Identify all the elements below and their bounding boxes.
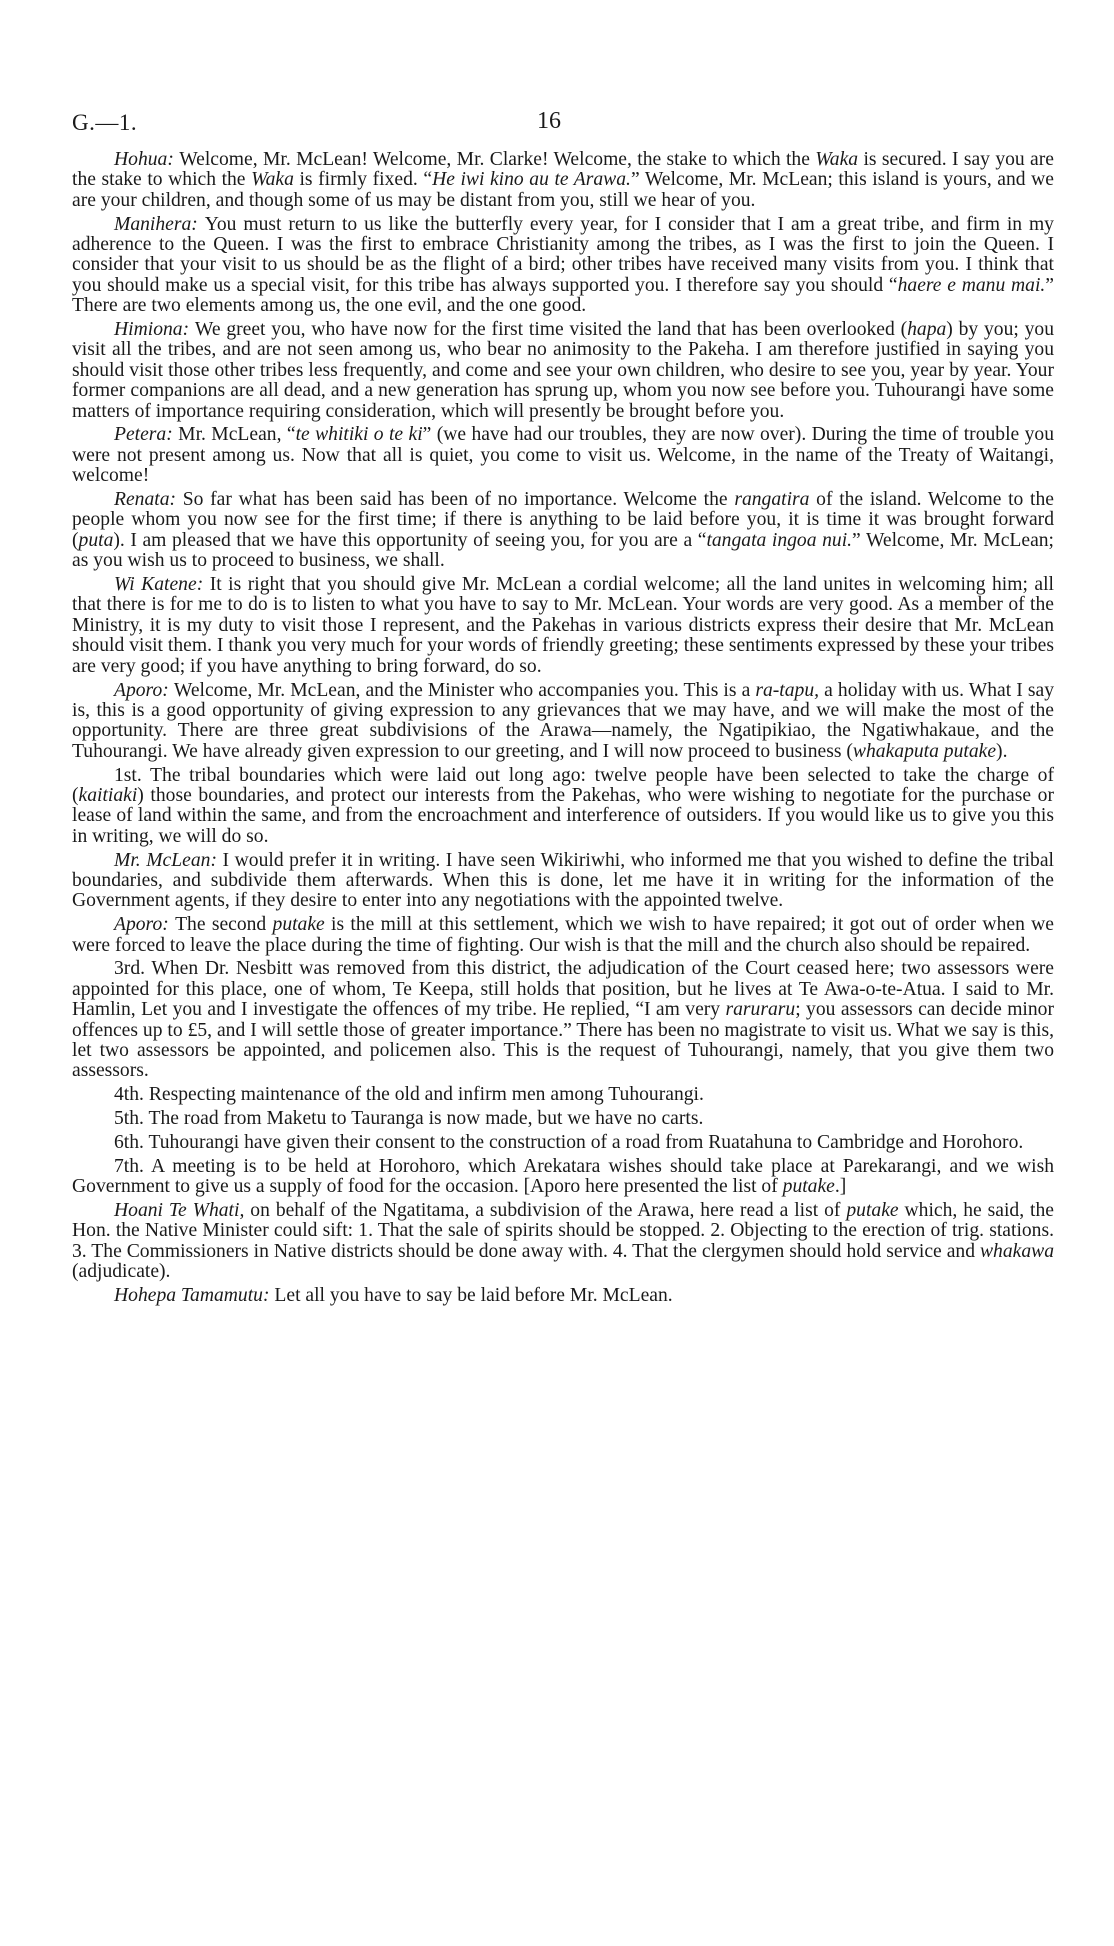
text-run: 7th. A meeting is to be held at Horohoro, which Arekatara wishes should take place at Parekarangi, and we wish Government to give us a supply of food for the occasion. [Aporo here presented the list of [72,1155,1054,1197]
text-run: is the mill at this settlement, which we wish to have repaired; it got out of order when we were forced to leave the place during the time of fighting. Our wish is that the mill and the church also should be repaired. [72,914,1055,956]
speaker-name: Hohepa Tamamutu [114,1284,263,1306]
text-run: .] [834,1175,847,1197]
text-run: of the island. Welcome to the people whom you now see for the first time; if there is anything to be laid before you, it is time it was brought forward ( [72,489,1054,551]
italic-term: Hoani Te Whati, [114,1199,245,1221]
italic-term: Waka [815,149,859,170]
paragraph: Renata: So far what has been said has been of no importance. Welcome the rangatira of the island. Welcome to the people whom you now see for the first time; if there is anything to be laid before you, it is time it was brought forward (puta). I am pleased that we have this opportunity of seeing you, for you are a “tangata ingoa nui.” Welcome, Mr. McLean; as you wish us to proceed to business, we shall. [72,489,1055,572]
text-run: ). [996,740,1008,762]
italic-term: putake [272,914,325,936]
paragraph: Manihera: You must return to us like the butterfly every year, for I consider that I am a great tribe, and firm in my adherence to the Queen. I was the first to embrace Christianity among the tribes, as I was the first to join the Queen. I consider that your visit to us should be as the flight of a bird; other tribes have received many visits from you. I think that you should make us a special visit, for this tribe has always supported you. I therefore say you should “haere e manu mai.” There are two elements among us, the one evil, and the one good. [72,213,1054,317]
text-run: 5th. The road from Maketu to Tauranga is now made, but we have no carts. [114,1107,704,1129]
page-number: 16 [537,108,561,134]
italic-term: whakawa [979,1240,1054,1262]
italic-term: haere e manu mai. [897,274,1046,296]
speaker-name: Renata [114,489,170,511]
italic-term: puta [78,529,114,551]
speaker-name: Aporo [114,914,163,936]
text-run: 6th. Tuhourangi have given their consent to the construction of a road from Ruatahuna to Cambridge and Horohoro. [114,1131,1024,1153]
text-run: 1st. The tribal boundaries which were laid out long ago: twelve people have been selected to take the charge of ( [72,764,1054,806]
italic-term: He iwi kino au te Arawa. [432,169,631,191]
paragraph: Petera: Mr. McLean, “te whitiki o te ki” (we have had our troubles, they are now over). During the time of trouble you were not present among us. Now that all is quiet, you come to visit us. Welcome, in the name of the Treaty of Waitangi, welcome! [72,424,1054,487]
italic-term: putake [846,1199,899,1221]
paragraph: Mr. McLean: I would prefer it in writing. I have seen Wikiriwhi, who informed me that you wished to define the tribal boundaries, and subdivide them afterwards. When this is done, let me have it in writing for the information of the Government agents, if they desire to enter into any negotiations with the appointed twelve. [72,849,1054,912]
paragraph [72,1201,1054,1283]
italic-term: ra-tapu, [755,679,820,701]
speaker-name: Aporo [114,679,163,701]
text-run: Mr. McLean, “ [178,424,296,446]
running-head [72,0,1054,150]
text-run: on behalf of the Ngatitama, a subdivision of the Arawa, here read a list of [244,1199,847,1221]
text-run: 4th. Respecting maintenance of the old and infirm men among Tuhourangi. [114,1084,704,1106]
document-body [72,150,1054,1306]
paragraph: Wi Katene: It is right that you should give Mr. McLean a cordial welcome; all the land unites in welcoming him; all that there is for me to do is to listen to what you have to say to Mr. McLean. Your words are very good. As a member of the Ministry, it is my duty to visit those I represent, and the Pakehas in various districts express their desire that Mr. McLean should visit them. I thank you very much for your words of friendly greeting; these sentiments expressed by these your tribes are very good; if you have anything to bring forward, do so. [72,574,1054,677]
paragraph: Hohepa Tamamutu: Let all you have to say be laid before Mr. McLean. [114,1284,673,1306]
text-run: You must return to us like the butterfly every year, for I consider that I am a great tribe, and firm in my adherence to the Queen. I was the first to embrace Christianity among the tribes, as I was the first to join the Queen. I consider that your visit to us should be as the flight of a bird; other tribes have received many visits from you. I think that you should make us a special visit, for this tribe has always supported you. I therefore say you should “ [72,213,1054,296]
paragraph [72,766,1054,848]
paragraph: Aporo: The second putake is the mill at this settlement, which we wish to have repaired; it got out of order when we were forced to leave the place during the time of fighting. Our wish is that the mill and the church also should be repaired. [72,914,1055,956]
text-run: is secured. I say you are the stake to which the [72,149,1054,191]
text-run: ” Welcome, Mr. McLean; this island is yours, and we are your children, and though some of us may be distant from you, still we hear of you. [72,169,1054,211]
italic-term: raruraru [725,999,796,1021]
text-run: We greet you, who have now for the first time visited the land that has been overlooked ( [194,319,908,341]
series-reference: G.—1. [72,110,138,135]
text-run: It is right that you should give Mr. McLean a cordial welcome; all the land unites in welcoming him; all that there is for me to do is to listen to what you have to say to Mr. McLean. Your words are very good. As a member of the Ministry, it is my duty to visit those I represent, and the Pakehas in various districts express their desire that Mr. McLean should visit them. I thank you very much for your words of friendly greeting; these sentiments expressed by these your tribes are very good; if you have anything to bring forward, do so. [72,574,1054,677]
paragraph [72,1085,1054,1105]
italic-term: hapa [907,319,947,341]
paragraph [72,1157,1054,1198]
text-run: ” Welcome, Mr. McLean; as you wish us to proceed to business, we shall. [72,529,1055,572]
text-run: (adjudicate). [72,1260,171,1282]
speaker-name: Hohua [114,149,168,170]
text-run: So far what has been said has been of no importance. Welcome the [182,489,735,511]
italic-term: te whitiki o te ki [295,424,423,446]
speaker-name: Manihera [114,213,192,235]
italic-term: Waka [251,169,294,191]
text-run: I would prefer it in writing. I have seen Wikiriwhi, who informed me that you wished to define the tribal boundaries, and subdivide them afterwards. When this is done, let me have it in writing for the information of the Government agents, if they desire to enter into any negotiations with the appointed twelve. [72,849,1054,912]
italic-term: whakaputa putake [852,740,997,762]
text-run: Welcome, Mr. McLean! Welcome, Mr. Clarke! Welcome, the stake to which the [179,149,816,170]
italic-term: putake [782,1175,835,1197]
text-run: ) by you; you visit all the tribes, and are not seen among us, who bear no animosity to the Pakeha. I am therefore justified in saying you should visit those other tribes less frequently, and come and see your own children, who desire to see you, year by year. Your former companions are all dead, and a new generation has sprung up, whom you now see before you. Tuhourangi have some matters of importance requiring consideration, which will presently be brought before you. [72,319,1055,422]
paragraph: Aporo: Welcome, Mr. McLean, and the Minister who accompanies you. This is a ra-tapu, a holiday with us. What I say is, this is a good opportunity of giving expression to any grievances that we may have, and we will make the most of the opportunity. There are three great subdivisions of the Arawa—namely, the Ngatipikiao, the Ngatiwhakaue, and the Tuhourangi. We have already given expression to our greeting, and I will now proceed to business (whakaputa putake). [72,679,1054,762]
text-run: is firmly fixed. “ [293,169,433,191]
paragraph [72,1109,1054,1129]
text-run: ) those boundaries, and protect our interests from the Pakehas, who were wishing to negotiate for the purchase or lease of land within the same, and from the encroachment and interference of outsiders. If you would like us to give you this in writing, we will do so. [72,784,1054,847]
paragraph: Hohua: Welcome, Mr. McLean! Welcome, Mr. Clarke! Welcome, the stake to which the Waka is secured. I say you are the stake to which the Waka is firmly fixed. “He iwi kino au te Arawa.” Welcome, Mr. McLean; this island is yours, and we are your children, and though some of us may be distant from you, still we hear of you. [72,149,1054,211]
text-run: Welcome, Mr. McLean, and the Minister who accompanies you. This is a [173,679,756,701]
text-run: ). I am pleased that we have this opportunity of seeing you, for you are a “ [113,529,707,551]
speaker-name: Wi Katene [114,574,197,596]
paragraph [72,959,1054,1081]
text-run: Let all you have to say be laid before Mr. McLean. [274,1284,673,1306]
text-run: 3rd. When Dr. Nesbitt was removed from this district, the adjudication of the Court ceased here; two assessors were appointed for this place, one of whom, Te Keepa, still holds that position, but he lives at Te Awa-o-te-Atua. I said to Mr. Hamlin, Let you and I investigate the offences of my tribe. He replied, “I am very [72,958,1054,1021]
italic-term: rangatira [734,489,810,511]
paragraph [72,1133,1054,1153]
italic-term: tangata ingoa nui. [706,529,853,551]
text-run: ” There are two elements among us, the one evil, and the one good. [72,274,1054,317]
text-run: The second [175,914,273,936]
text-run: a holiday with us. What I say is, this is a good opportunity of giving expression to any grievances that we may have, and we will make the most of the opportunity. There are three great subdivisions of the Arawa—namely, the Ngatipikiao, the Ngatiwhakaue, and the Tuhourangi. We have already given expression to our greeting, and I will now proceed to business ( [72,679,1054,762]
text-run: ; you assessors can decide minor offences up to £5, and I will settle those of greater importance.” There has been no magistrate to visit us. What we say is this, let two assessors be appointed, and policemen also. This is the request of Tuhourangi, namely, that you give them two assessors. [72,999,1054,1082]
speaker-name: Petera [114,424,167,446]
text-run: which, he said, the Hon. the Native Minister could sift: 1. That the sale of spirits should be stopped. 2. Objecting to the erection of trig. stations. 3. The Commissioners in Native districts should be done away with. 4. That the clergymen should hold service and [72,1199,1054,1262]
paragraph: Himiona: We greet you, who have now for the first time visited the land that has been overlooked (hapa) by you; you visit all the tribes, and are not seen among us, who bear no animosity to the Pakeha. I am therefore justified in saying you should visit those other tribes less frequently, and come and see your own children, who desire to see you, year by year. Your former companions are all dead, and a new generation has sprung up, whom you now see before you. Tuhourangi have some matters of importance requiring consideration, which will presently be brought before you. [72,319,1055,422]
text-run: ” (we have had our troubles, they are now over). During the time of trouble you were not present among us. Now that all is quiet, you come to visit us. Welcome, in the name of the Treaty of Waitangi, welcome! [72,424,1054,487]
speaker-name: Himiona [114,319,183,341]
italic-term: kaitiaki [78,784,138,806]
speaker-name: Mr. McLean [114,849,211,871]
